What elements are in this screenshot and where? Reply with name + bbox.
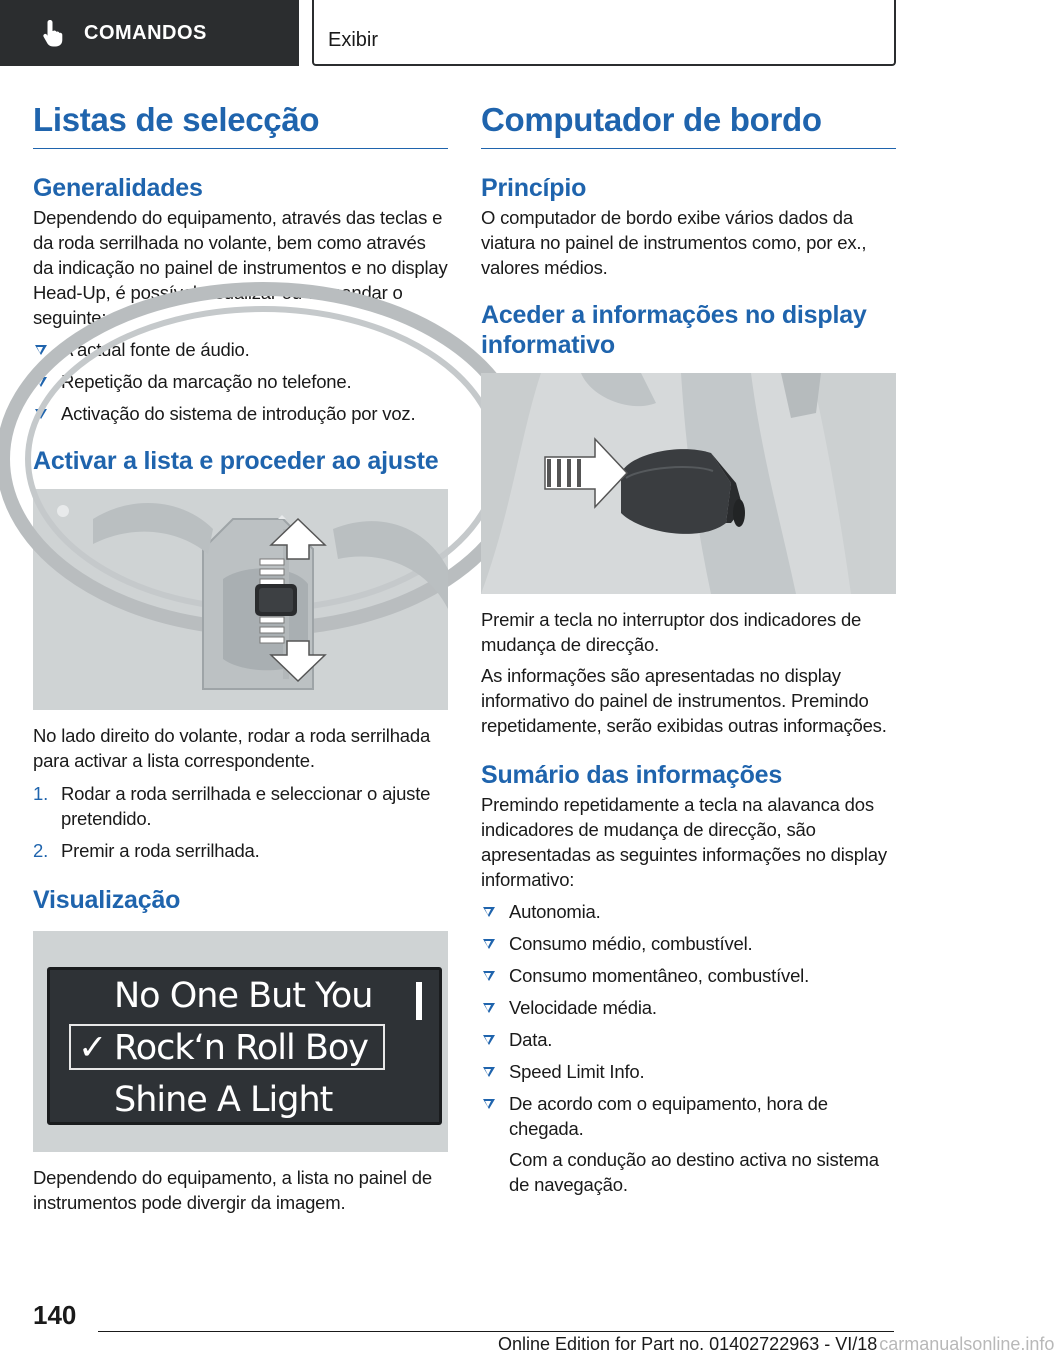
list-item: A actual fonte de áudio. (33, 337, 448, 362)
display-list-item: No One But You (114, 976, 373, 1016)
triangle-bullet-icon (483, 1099, 495, 1109)
list-item: Velocidade média. (481, 995, 896, 1020)
footer-edition (498, 1334, 1054, 1355)
list-item: Activação do sistema de introdução por voz. (33, 401, 448, 426)
triangle-bullet-icon (483, 907, 495, 917)
display-list-item-selected: Rock‘n Roll Boy (114, 1028, 368, 1068)
footer-divider (98, 1331, 894, 1332)
step-item: 1. Rodar a roda serrilhada e seleccionar o ajuste pretendido. (33, 783, 431, 829)
display-panel (47, 967, 442, 1125)
page-number: 140 (33, 1300, 77, 1330)
list-item: De acordo com o equipamento, hora de chegada. (481, 1091, 896, 1141)
subsection-tab (312, 0, 896, 66)
display-list-item: Shine A Light (114, 1080, 333, 1120)
heading-generalidades: Generalidades (33, 174, 203, 202)
display-list-image (33, 931, 448, 1152)
list-sumario (481, 899, 896, 1141)
list-item: Consumo momentâneo, combustível. (481, 963, 896, 988)
section-tab-label: COMANDOS (84, 21, 207, 44)
section-title-computador-de-bordo: Computador de bordo (481, 100, 896, 149)
steps-activar (33, 781, 448, 863)
step-item: 2. Premir a roda serrilhada. (33, 840, 260, 861)
paragraph-aceder-1: Premir a tecla no interruptor dos indicadores de mudança de direcção. (481, 609, 862, 655)
watermark: carmanualsonline.info (879, 1334, 1054, 1354)
section-title-selection-lists: Listas de selecção (33, 100, 448, 149)
caption-activar: No lado direito do volante, rodar a roda serrilhada para activar a lista correspondente. (33, 725, 431, 771)
paragraph-aceder-2: As informações são apresentadas no display informativo do painel de instrumentos. Premindo repetidamente, serão exibidas outras informações. (481, 665, 887, 736)
footer-edition-text: Online Edition for Part no. 01402722963 - VI/18 (498, 1334, 878, 1354)
triangle-bullet-icon (483, 1003, 495, 1013)
list-generalidades (33, 337, 448, 426)
triangle-bullet-icon (483, 939, 495, 949)
caption-visualizacao: Dependendo do equipamento, a lista no painel de instrumentos pode divergir da imagem. (33, 1167, 432, 1213)
hand-pointer-icon (34, 13, 74, 53)
paragraph-sumario: Premindo repetidamente a tecla na alavanca dos indicadores de mudança de direcção, são apresentadas as seguintes informações no display informativo: (481, 794, 887, 890)
heading-principio: Princípio (481, 174, 587, 202)
triangle-bullet-icon (35, 345, 47, 355)
turn-signal-lever-image (481, 373, 896, 594)
list-item: Consumo médio, combustível. (481, 931, 896, 956)
heading-activar: Activar a lista e proceder ao ajuste (33, 447, 439, 475)
list-item: Autonomia. (481, 899, 896, 924)
subsection-tab-label: Exibir (328, 29, 379, 51)
list-item: Repetição da marcação no telefone. (33, 369, 448, 394)
right-column (481, 100, 896, 1197)
list-item: Data. (481, 1027, 896, 1052)
paragraph-generalidades: Dependendo do equipamento, através das teclas e da roda serrilhada no volante, bem como através da indicação no painel de instrumentos e no display Head-Up, é possível visualizar ou comandar o seguinte: (33, 207, 448, 328)
triangle-bullet-icon (483, 1035, 495, 1045)
triangle-bullet-icon (483, 1067, 495, 1077)
heading-sumario: Sumário das informações (481, 761, 783, 789)
section-tab (0, 0, 299, 66)
heading-aceder: Aceder a informações no display informativo (481, 301, 867, 359)
checkmark-icon: ✓ (78, 1028, 108, 1068)
paragraph-sumario-note: Com a condução ao destino activa no sistema de navegação. (509, 1149, 879, 1195)
triangle-bullet-icon (483, 971, 495, 981)
list-item: Speed Limit Info. (481, 1059, 896, 1084)
left-column (33, 100, 448, 1215)
scrollbar-thumb (416, 982, 422, 1020)
steering-wheel-image (33, 489, 448, 710)
paragraph-principio: O computador de bordo exibe vários dados da viatura no painel de instrumentos como, por ex., valores médios. (481, 207, 867, 278)
heading-visualizacao: Visualização (33, 886, 181, 914)
